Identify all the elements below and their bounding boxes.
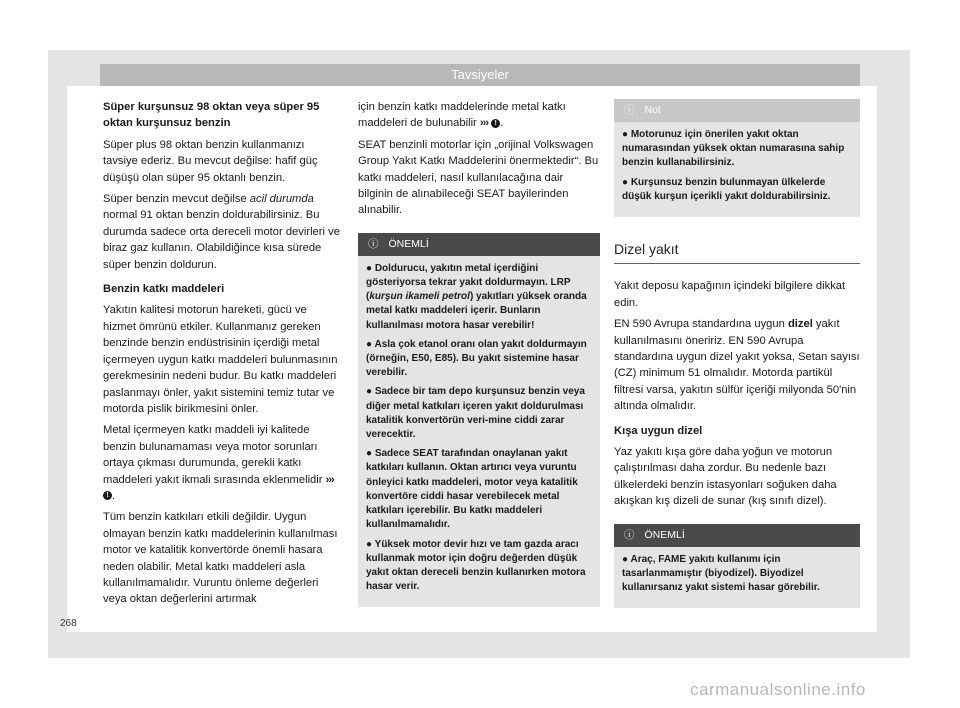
- paragraph: için benzin katkı maddelerinde metal katkı maddeleri de bulunabilir ››› ! .: [358, 101, 566, 130]
- note-box-header: [614, 99, 860, 122]
- bullet-icon: ●: [366, 262, 373, 274]
- paragraph: Süper plus 98 oktan benzin kullanmanızı tavsiye ederiz. Bu mevcut değilse: hafif güç düşüşü olan süper 95 oktanlı benzin.: [103, 138, 318, 184]
- list-item: [366, 538, 592, 595]
- text: Sadece bir tam depo kurşunsuz benzin veya diğer metal katkıları içeren yakıt doldurulması katalitik konvertörün veri‑mine ciddi zarar verecektir.: [366, 386, 585, 441]
- heading-super-fuel: Süper kurşunsuz 98 oktan veya süper 95 oktan kurşunsuz benzin: [103, 101, 320, 130]
- text: Doldurucu, yakıtın metal içerdiğini gösteriyorsa tekrar yakıt doldurmayın. LRP (: [366, 262, 571, 303]
- warning-box-body: [358, 256, 600, 607]
- cross-reference-arrows-icon[interactable]: ›››: [479, 117, 489, 130]
- cross-reference-arrows-icon[interactable]: ›››: [325, 473, 334, 486]
- paragraph: SEAT benzinli motorlar için „orijinal Volkswagen Group Yakıt Katkı Maddelerini önermektedir“. Bu katkı maddeleri, nasıl kullanılacağına dair bilginin de alınabileceği SEAT bayilerinden alınabilir.: [358, 138, 599, 217]
- column-left: [103, 99, 341, 613]
- section-header: Tavsiyeler: [100, 64, 860, 86]
- bullet-icon: ●: [366, 538, 373, 550]
- text: Sadece SEAT tarafından onaylanan yakıt katkıları kullanın. Oktan artırıcı veya vuruntu önleyici katkı maddeleri, motor veya katalitik konvertöre ciddi hasar verebilecek metal katkıları içerebilir. Bu katkı maddeleri kullanılmamalıdır.: [366, 448, 578, 531]
- list-item: [622, 553, 852, 596]
- list-item: [366, 338, 592, 381]
- section-title-diesel: Dizel yakıt: [614, 241, 860, 264]
- warning-box-body: [614, 547, 860, 609]
- paragraph: [614, 316, 860, 414]
- emphasis: kurşun ikameli petrol: [369, 291, 470, 303]
- warning-icon: !: [103, 491, 112, 500]
- emphasis: acil durumda: [249, 193, 314, 206]
- text: Asla çok etanol oranı olan yakıt doldurmayın (örneğin, E50, E85). Bu yakıt sistemine hasar verebilir.: [366, 338, 587, 379]
- list-item: [366, 262, 592, 333]
- text: Kurşunsuz benzin bulunmayan ülkelerde düşük kurşun içerikli yakıt doldurabilirsiniz.: [622, 176, 831, 202]
- paragraph: Yakıt deposu kapağının içindeki bilgilere dikkat edin.: [614, 280, 846, 309]
- column-middle: [358, 99, 600, 607]
- heading-additives: Benzin katkı maddeleri: [103, 283, 225, 296]
- text: ) yakıtları yüksek oranda metal katkı maddeleri içerir. Bunların kullanılması motora hasar verebilir!: [366, 291, 587, 331]
- text: EN 590 Avrupa standardına uygun: [614, 318, 788, 331]
- text: Araç, FAME yakıtı kullanımı için tasarlanmamıştır (biyodizel). Biyodizel kullanırsanız yakıt sistemi hasar görebilir.: [622, 553, 820, 594]
- warning-box-header: [358, 233, 600, 256]
- paragraph: Yakıtın kalitesi motorun hareketi, gücü ve hizmet ömrünü etkiler. Kullanmanız gereken benzinde benzin endüstrisinin içerdiği metal içermeyen uygun katkı maddeleri bulunmasının gerekmesinin nedeni budur. Bu katkı maddeleri paslanmayı önler, yakıt sistemini temiz tutar ve motorda pislik birikmesini önler.: [103, 304, 338, 415]
- note-title: Not: [644, 104, 661, 116]
- text: Metal içermeyen katkı maddeli iyi kalitede benzin bulunamaması veya motor sorunları ortaya çıkması durumunda, gerekli katkı maddeleri yakıt ikmali sırasında eklenmelidir: [103, 424, 323, 486]
- list-item: [622, 176, 852, 204]
- list-item: [366, 447, 592, 532]
- warning-box: [358, 233, 600, 607]
- text: normal 91 oktan benzin doldurabilirsiniz. Bu durumda sadece orta dereceli motor devirleri ve biraz gaz kullanın. Olabildiğince kısa sürede süper benzin doldurun.: [103, 209, 340, 271]
- bullet-icon: ●: [366, 386, 373, 398]
- warning-circle-icon: ⓘ: [624, 528, 635, 541]
- text: Yüksek motor devir hızı ve tam gazda aracı kullanmak motor için doğru değerden düşük yakıt oktan dereceli benzin kullanırken motora hasar verir.: [366, 538, 586, 593]
- column-right: [614, 99, 860, 608]
- bullet-icon: ●: [622, 129, 629, 140]
- paragraph: [103, 191, 341, 273]
- text: Motorunuz için önerilen yakıt oktan numarasından yüksek oktan numarasına sahip benzin kullanabilirsiniz.: [622, 129, 845, 169]
- paragraph: Metal içermeyen katkı maddeli iyi kalitede benzin bulunamaması veya motor sorunları ortaya çıkması durumunda, gerekli katkı maddeleri yakıt ikmali sırasında eklenmelidir ››› ! .: [103, 424, 334, 502]
- warning-circle-icon: ⓘ: [368, 237, 379, 250]
- text: için benzin katkı maddelerinde metal katkı maddeleri de bulunabilir: [358, 101, 566, 130]
- warning-box-header: [614, 524, 860, 547]
- heading-winter-diesel: Kışa uygun dizel: [614, 424, 703, 437]
- list-item: [366, 385, 592, 442]
- warning-box: [614, 524, 860, 609]
- warning-title: ÖNEMLİ: [644, 528, 685, 541]
- info-icon: ⓘ: [624, 104, 635, 116]
- bullet-icon: ●: [366, 338, 373, 350]
- warning-title: ÖNEMLİ: [388, 237, 429, 250]
- bullet-icon: ●: [622, 553, 629, 565]
- paragraph: Tüm benzin katkıları etkili değildir. Uygun olmayan benzin katkı maddelerinin kullanılması motor ve katalitik konvertörde önemli hasara neden olabilir. Metal katkı maddeleri asla kullanılmamalıdır. Vuruntu önleme değerleri veya oktan değerlerini artırmak: [103, 511, 338, 606]
- list-item: [622, 128, 852, 171]
- bold-text: dizel: [787, 318, 813, 331]
- watermark: carmanualsonline.info: [690, 680, 866, 699]
- warning-icon: !: [491, 119, 500, 128]
- text: Süper benzin mevcut değilse: [103, 193, 250, 206]
- paragraph: Yaz yakıtı kışa göre daha yoğun ve motorun çalıştırılması daha zordur. Bu nedenle bazı ülkelerdeki benzin istasyonları soğuken daha akışkan kış dizeli de sunar (kış sınıfı dizel).: [614, 446, 837, 508]
- page-number: 268: [60, 618, 77, 629]
- note-box-body: [614, 122, 860, 217]
- bullet-icon: ●: [622, 176, 629, 188]
- bullet-icon: ●: [366, 448, 373, 460]
- text: yakıt kullanılmasını öneririz. EN 590 Avrupa standardına uygun dizel yakıt yoksa, Setan sayısı (CZ) minimum 51 olmalıdır. Motorda partikül filtresi varsa, yakıtın sülfür içeriği milyonda 50'nin altında olmalıdır.: [614, 318, 860, 413]
- note-box: [614, 99, 860, 217]
